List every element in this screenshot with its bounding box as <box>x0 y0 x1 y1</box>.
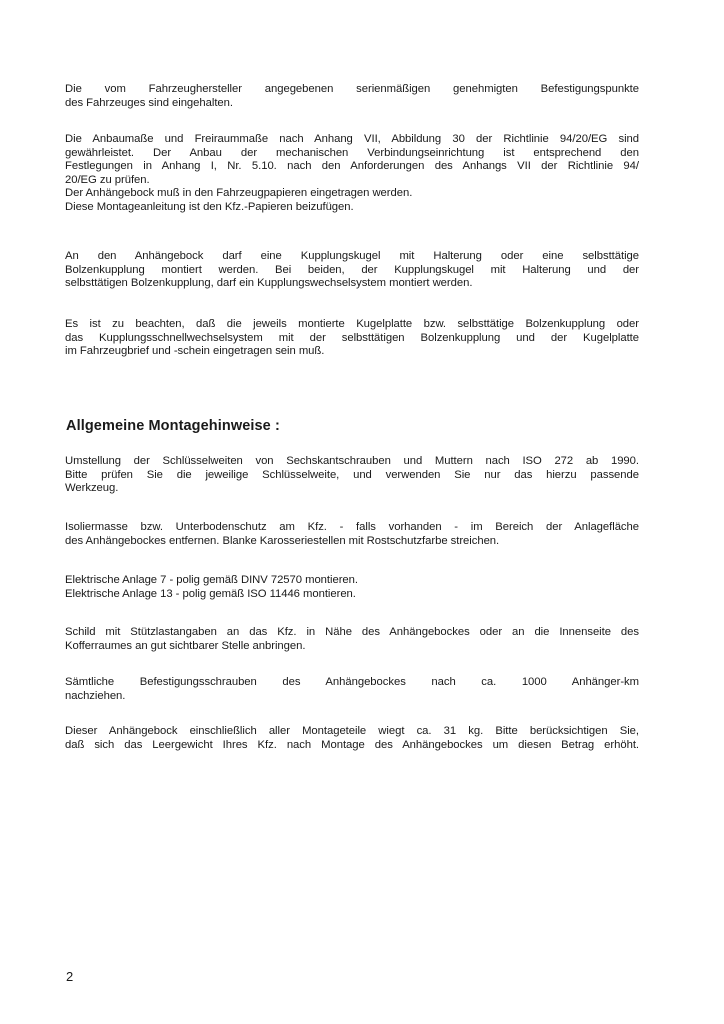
text-line: Die Anbaumaße und Freiraummaße nach Anhang VII, Abbildung 30 der Richtlinie 94/20/EG sind <box>65 133 639 145</box>
text-line: Es ist zu beachten, daß die jeweils montierte Kugelplatte bzw. selbsttätige Bolzenkupplung oder <box>65 318 639 330</box>
paragraph-registration-note <box>65 318 639 359</box>
text-line: Der Anhängebock muß in den Fahrzeugpapieren eingetragen werden. <box>65 187 413 199</box>
text-line: Bitte prüfen Sie die jeweilige Schlüsselweite, und verwenden Sie nur das hierzu passende <box>65 468 639 481</box>
section-heading: Allgemeine Montagehinweise : <box>66 418 280 434</box>
paragraph-load-plate <box>65 626 639 653</box>
text-line: Isoliermasse bzw. Unterbodenschutz am Kfz. - falls vorhanden - im Bereich der Anlagefläche <box>65 521 639 533</box>
text-line: Sämtliche Befestigungsschrauben des Anhängebockes nach ca. 1000 Anhänger-km <box>65 676 639 688</box>
text-line: An den Anhängebock darf eine Kupplungskugel mit Halterung oder eine selbsttätige <box>65 250 639 262</box>
text-line: Schild mit Stützlastangaben an das Kfz. in Nähe des Anhängebockes oder an die Innenseite des <box>65 626 639 638</box>
text-line: daß sich das Leergewicht Ihres Kfz. nach Montage des Anhängebockes um diesen Betrag erhöht. <box>65 738 639 751</box>
paragraph-wrench-sizes <box>65 455 639 496</box>
text-line: Elektrische Anlage 13 - polig gemäß ISO 11446 montieren. <box>65 587 356 600</box>
paragraph-weight-note <box>65 725 639 752</box>
page-number: 2 <box>66 969 74 984</box>
text-line: Elektrische Anlage 7 - polig gemäß DINV 72570 montieren. <box>65 574 358 586</box>
paragraph-dimensions <box>65 133 639 214</box>
text-line: nachziehen. <box>65 689 126 702</box>
text-line: des Fahrzeuges sind eingehalten. <box>65 96 233 109</box>
text-line: 20/EG zu prüfen. <box>65 173 150 186</box>
paragraph-fastening-points <box>65 83 639 110</box>
text-line: Festlegungen in Anhang I, Nr. 5.10. nach den Anforderungen des Anhangs VII der Richtlinie 94/ <box>65 160 639 172</box>
text-line: Dieser Anhängebock einschließlich aller Montageteile wiegt ca. 31 kg. Bitte berücksichtigen Sie, <box>65 725 639 737</box>
text-line: Kofferraumes an gut sichtbarer Stelle anbringen. <box>65 639 306 652</box>
paragraph-retightening <box>65 676 639 703</box>
text-line: Werkzeug. <box>65 482 119 494</box>
paragraph-underbody-protection <box>65 521 639 548</box>
text-line: Die vom Fahrzeughersteller angegebenen serienmäßigen genehmigten Befestigungspunkte <box>65 83 639 95</box>
paragraph-coupling-options <box>65 250 639 291</box>
text-line: gewährleistet. Der Anbau der mechanischen Verbindungseinrichtung ist entsprechend den <box>65 146 639 159</box>
text-line: selbsttätigen Bolzenkupplung, darf ein Kupplungswechselsystem montiert werden. <box>65 277 473 289</box>
text-line: im Fahrzeugbrief und -schein eingetragen sein muß. <box>65 345 325 357</box>
text-line: Diese Montageanleitung ist den Kfz.-Papieren beizufügen. <box>65 200 354 213</box>
text-line: Umstellung der Schlüsselweiten von Sechskantschrauben und Muttern nach ISO 272 ab 1990. <box>65 455 639 467</box>
text-line: des Anhängebockes entfernen. Blanke Karosseriestellen mit Rostschutzfarbe streichen. <box>65 534 500 547</box>
text-line: Bolzenkupplung montiert werden. Bei beiden, der Kupplungskugel mit Halterung und der <box>65 263 639 276</box>
text-line: das Kupplungsschnellwechselsystem mit der selbsttätigen Bolzenkupplung und der Kugelplatte <box>65 331 639 344</box>
paragraph-electrical-system <box>65 574 639 601</box>
